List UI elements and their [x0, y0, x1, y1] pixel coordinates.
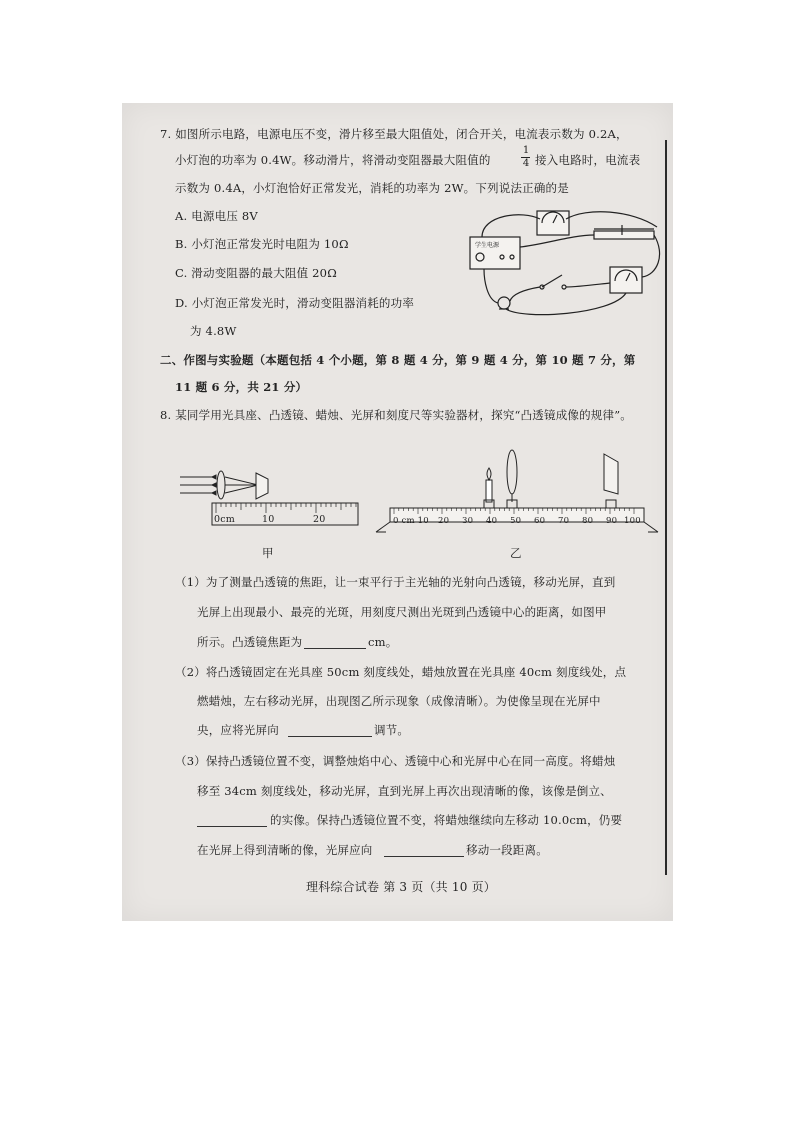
answer-blank-screen-direction[interactable] — [288, 736, 372, 737]
answer-blank-focal-length[interactable] — [304, 648, 366, 649]
q8-part1-line2: 光屏上出现最小、最亮的光斑，用刻度尺测出光斑到凸透镜中心的距离，如图甲 — [197, 605, 607, 619]
yi-tick-20: 20 — [438, 516, 450, 526]
answer-blank-move-direction[interactable] — [384, 856, 464, 857]
rheostat-icon — [594, 231, 654, 239]
bulb-icon — [498, 297, 510, 309]
switch-icon — [542, 275, 562, 287]
yi-tick-80: 80 — [582, 516, 594, 526]
q8-part3-line1: （3）保持凸透镜位置不变，调整烛焰中心、透镜中心和光屏中心在同一高度。将蜡烛 — [175, 754, 616, 768]
q8-part1-line3a: 所示。凸透镜焦距为 — [197, 635, 303, 649]
q7-line-2b: 接入电路时，电流表 — [535, 153, 641, 167]
q7-option-d-line1: D. 小灯泡正常发光时，滑动变阻器消耗的功率 — [175, 296, 415, 310]
light-screen-icon — [604, 454, 618, 494]
convex-lens-icon — [217, 471, 225, 499]
q8-part3-line2: 移至 34cm 刻度线处，移动光屏，直到光屏上再次出现清晰的像，该像是倒立、 — [197, 784, 612, 798]
section-2-heading-line1: 二、作图与实验题（本题包括 4 个小题，第 8 题 4 分，第 9 题 4 分，第 10 题 7 分，第 — [160, 353, 636, 367]
section-2-heading-line2: 11 题 6 分，共 21 分） — [175, 380, 308, 394]
q7-option-a: A. 电源电压 8V — [175, 209, 258, 223]
jia-tick-20: 20 — [313, 514, 326, 525]
yi-tick-0-10: 0 cm 10 — [393, 516, 429, 526]
q8-part3-line3: 的实像。保持凸透镜位置不变，将蜡烛继续向左移动 10.0cm，仍要 — [270, 813, 623, 827]
yi-tick-50: 50 — [510, 516, 522, 526]
q7-option-c: C. 滑动变阻器的最大阻值 20Ω — [175, 266, 337, 280]
q7-fraction-denominator: 4 — [522, 158, 530, 169]
q8-part3-line4a: 在光屏上得到清晰的像，光屏应向 — [197, 843, 373, 857]
q8-part2-line1: （2）将凸透镜固定在光具座 50cm 刻度线处，蜡烛放置在光具座 40cm 刻度线处，点 — [175, 665, 627, 679]
q7-option-d-line2: 为 4.8W — [190, 324, 237, 338]
candle-icon — [486, 480, 492, 502]
answer-blank-image-type[interactable] — [197, 826, 267, 827]
q7-option-b: B. 小灯泡正常发光时电阻为 10Ω — [175, 237, 349, 251]
q7-fraction-numerator: 1 — [522, 145, 530, 156]
q7-line-1: 7. 如图所示电路，电源电压不变，滑片移至最大阻值处，闭合开关，电流表示数为 0.2A， — [160, 127, 628, 141]
q8-part1-line1: （1）为了测量凸透镜的焦距，让一束平行于主光轴的光射向凸透镜，移动光屏，直到 — [175, 575, 616, 589]
yi-tick-40: 40 — [486, 516, 498, 526]
q8-stem: 8. 某同学用光具座、凸透镜、蜡烛、光屏和刻度尺等实验器材，探究“凸透镜成像的规律”。 — [160, 408, 632, 422]
yi-tick-60: 60 — [534, 516, 546, 526]
yi-tick-70: 70 — [558, 516, 570, 526]
jia-tick-0: 0cm — [214, 514, 235, 525]
q8-part2-line3b: 调节。 — [374, 723, 410, 737]
circuit-diagram — [462, 205, 667, 325]
page-footer: 理科综合试卷 第 3 页（共 10 页） — [306, 880, 496, 894]
jia-tick-10: 10 — [262, 514, 275, 525]
power-supply-label: 学生电源 — [475, 242, 500, 249]
yi-tick-30: 30 — [462, 516, 474, 526]
yi-tick-100: 100 — [624, 516, 641, 526]
screen-icon — [256, 473, 268, 499]
figure-jia-caption: 甲 — [262, 546, 274, 560]
q8-part3-line4b: 移动一段距离。 — [466, 843, 548, 857]
q7-line-2a: 小灯泡的功率为 0.4W。移动滑片，将滑动变阻器最大阻值的 — [175, 153, 491, 167]
q8-part1-line3b: cm。 — [368, 635, 398, 649]
q7-line-3: 示数为 0.4A，小灯泡恰好正常发光，消耗的功率为 2W。下列说法正确的是 — [175, 181, 569, 195]
q8-part2-line3a: 央，应将光屏向 — [197, 723, 279, 737]
q8-part2-line2: 燃蜡烛，左右移动光屏，出现图乙所示现象（成像清晰）。为使像呈现在光屏中 — [197, 694, 601, 708]
figure-yi-caption: 乙 — [510, 546, 522, 560]
lens-icon — [507, 450, 517, 494]
yi-tick-90: 90 — [606, 516, 618, 526]
